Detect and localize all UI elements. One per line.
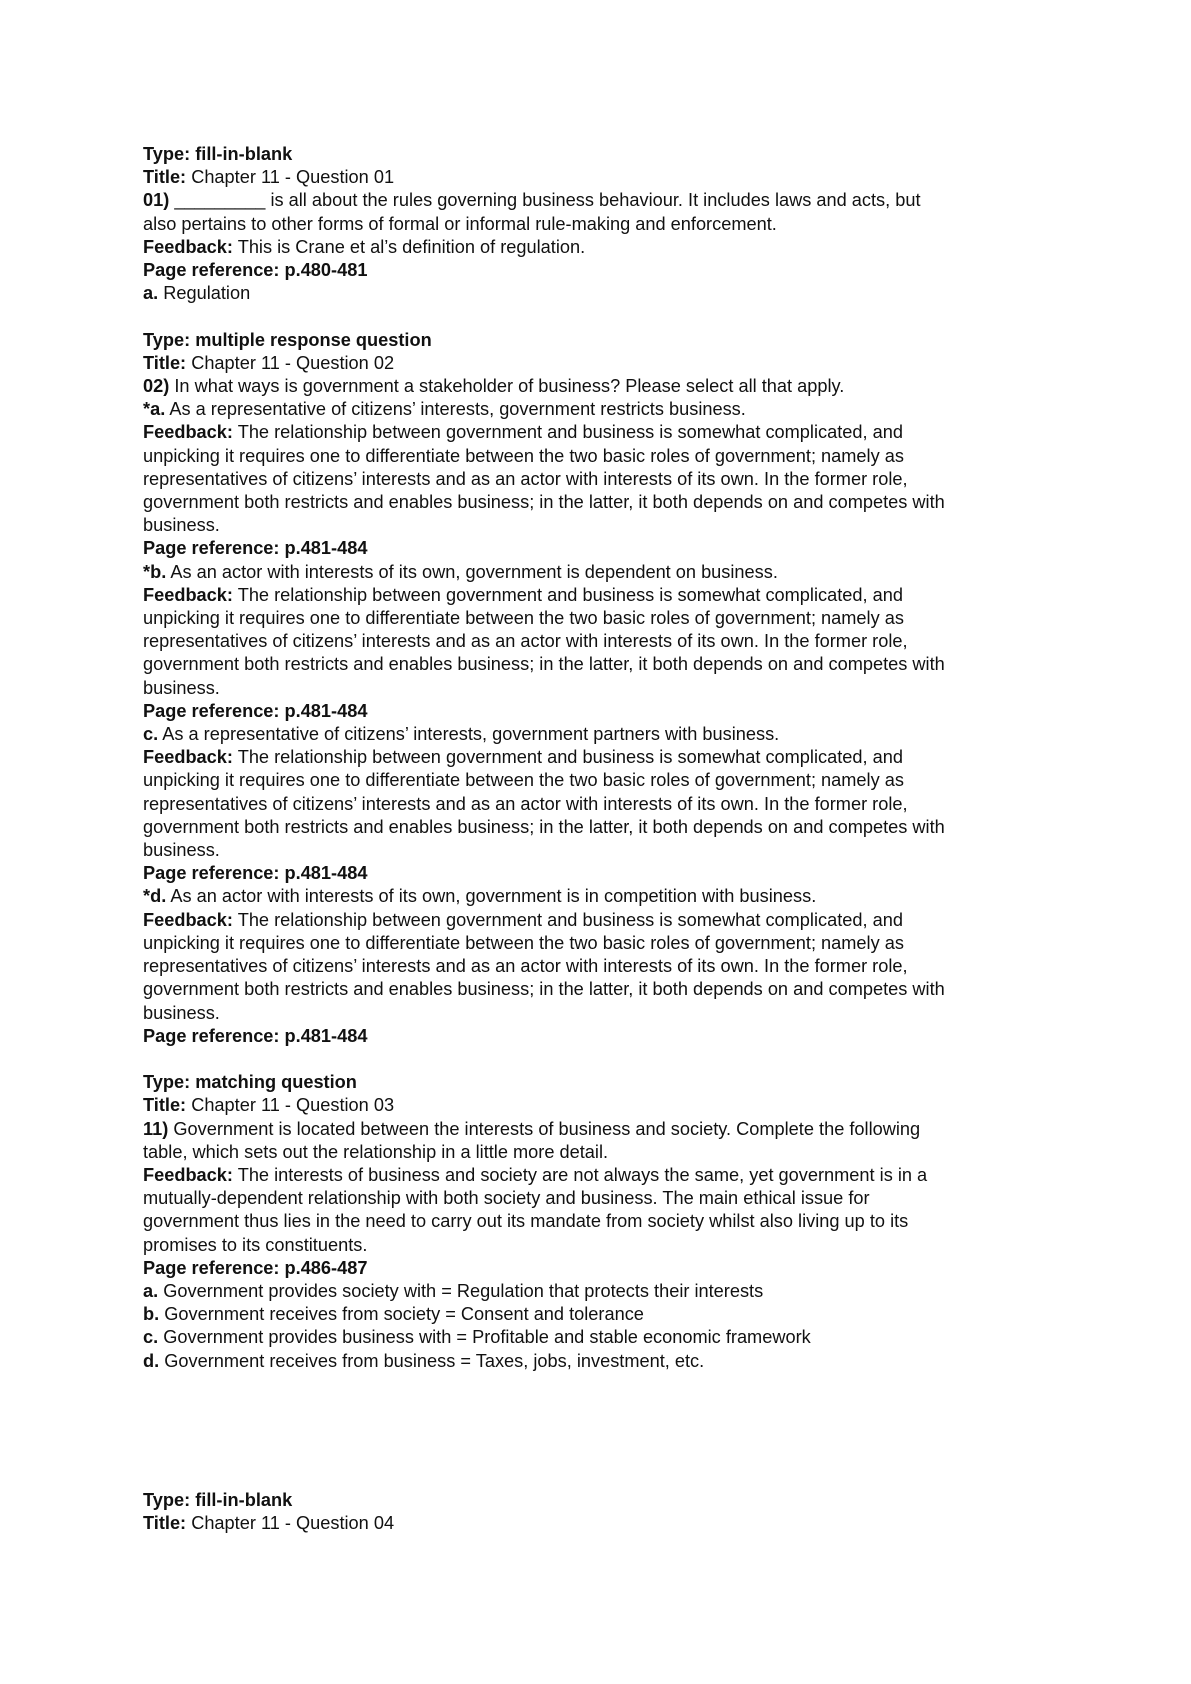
feedback-line: Feedback: The relationship between government and business is somewhat complicated, and xyxy=(143,909,903,930)
feedback-line: mutually-dependent relationship with both society and business. The main ethical issue for xyxy=(143,1188,870,1209)
question-title: Title: Chapter 11 - Question 03 xyxy=(143,1095,395,1116)
page-reference: Page reference: p.480-481 xyxy=(143,260,368,281)
answer-option: *b. As an actor with interests of its own, government is dependent on business. xyxy=(143,561,778,582)
question-block-03 xyxy=(143,1071,1048,1373)
question-type: Type: fill-in-blank xyxy=(143,144,293,164)
feedback-line: representatives of citizens’ interests and as an actor with interests of its own. In the former role, xyxy=(143,468,908,489)
page-reference: Page reference: p.481-484 xyxy=(143,863,368,884)
question-text-line: 01) _________ is all about the rules governing business behaviour. It includes laws and acts, but xyxy=(143,190,921,211)
answer-option: c. As a representative of citizens’ interests, government partners with business. xyxy=(143,724,780,745)
question-type: Type: matching question xyxy=(143,1072,357,1093)
feedback-line: government both restricts and enables business; in the latter, it both depends on and competes with xyxy=(143,816,945,837)
feedback-line: representatives of citizens’ interests and as an actor with interests of its own. In the former role, xyxy=(143,631,908,652)
answer-option: *a. As a representative of citizens’ interests, government restricts business. xyxy=(143,399,746,420)
matching-pair: d. Government receives from business = Taxes, jobs, investment, etc. xyxy=(143,1350,705,1371)
feedback-line: business. xyxy=(143,677,220,698)
feedback-line: Feedback: The relationship between government and business is somewhat complicated, and xyxy=(143,584,903,605)
feedback-line: business. xyxy=(143,1002,220,1023)
feedback-line: government thus lies in the need to carry out its mandate from society whilst also living up to its xyxy=(143,1211,909,1232)
question-text-line: table, which sets out the relationship in a little more detail. xyxy=(143,1141,609,1162)
feedback: Feedback: This is Crane et al’s definition of regulation. xyxy=(143,236,586,257)
question-title: Title: Chapter 11 - Question 01 xyxy=(143,167,395,188)
feedback-line: unpicking it requires one to differentiate between the two basic roles of government; namely as xyxy=(143,445,904,466)
matching-pair: b. Government receives from society = Consent and tolerance xyxy=(143,1304,644,1325)
answer-option: *d. As an actor with interests of its own, government is in competition with business. xyxy=(143,886,817,907)
feedback-line: business. xyxy=(143,840,220,861)
feedback-line: Feedback: The relationship between government and business is somewhat complicated, and xyxy=(143,747,903,768)
page-reference: Page reference: p.486-487 xyxy=(143,1257,368,1278)
question-title: Title: Chapter 11 - Question 04 xyxy=(143,1512,395,1533)
feedback-line: representatives of citizens’ interests and as an actor with interests of its own. In the former role, xyxy=(143,956,908,977)
question-text-line: 11) Government is located between the interests of business and society. Complete the following xyxy=(143,1118,921,1139)
feedback-line: promises to its constituents. xyxy=(143,1234,368,1255)
page-reference: Page reference: p.481-484 xyxy=(143,538,368,559)
feedback-line: unpicking it requires one to differentiate between the two basic roles of government; namely as xyxy=(143,932,904,953)
question-block-04 xyxy=(143,1489,1048,1535)
question-type: Type: multiple response question xyxy=(143,329,432,350)
question-text-line: also pertains to other forms of formal or informal rule-making and enforcement. xyxy=(143,213,777,234)
question-title: Title: Chapter 11 - Question 02 xyxy=(143,352,395,373)
question-text-line: 02) In what ways is government a stakeholder of business? Please select all that apply. xyxy=(143,376,845,397)
feedback-line: government both restricts and enables business; in the latter, it both depends on and competes with xyxy=(143,979,945,1000)
feedback-line: business. xyxy=(143,515,220,536)
answer: a. Regulation xyxy=(143,283,251,304)
feedback-line: unpicking it requires one to differentiate between the two basic roles of government; namely as xyxy=(143,608,904,629)
feedback-line: Feedback: The relationship between government and business is somewhat complicated, and xyxy=(143,422,903,443)
matching-pair: c. Government provides business with = Profitable and stable economic framework xyxy=(143,1327,811,1348)
page-reference: Page reference: p.481-484 xyxy=(143,700,368,721)
question-type: Type: fill-in-blank xyxy=(143,1489,293,1510)
question-block-01 xyxy=(143,143,1048,305)
document-page xyxy=(143,143,1048,1535)
feedback-line: government both restricts and enables business; in the latter, it both depends on and competes with xyxy=(143,654,945,675)
page-reference: Page reference: p.481-484 xyxy=(143,1025,368,1046)
feedback-line: government both restricts and enables business; in the latter, it both depends on and competes with xyxy=(143,492,945,513)
matching-pair: a. Government provides society with = Regulation that protects their interests xyxy=(143,1280,764,1301)
feedback-line: unpicking it requires one to differentiate between the two basic roles of government; namely as xyxy=(143,770,904,791)
feedback-line: representatives of citizens’ interests and as an actor with interests of its own. In the former role, xyxy=(143,793,908,814)
feedback-line: Feedback: The interests of business and society are not always the same, yet government is in a xyxy=(143,1164,928,1185)
question-block-02 xyxy=(143,329,1048,1048)
